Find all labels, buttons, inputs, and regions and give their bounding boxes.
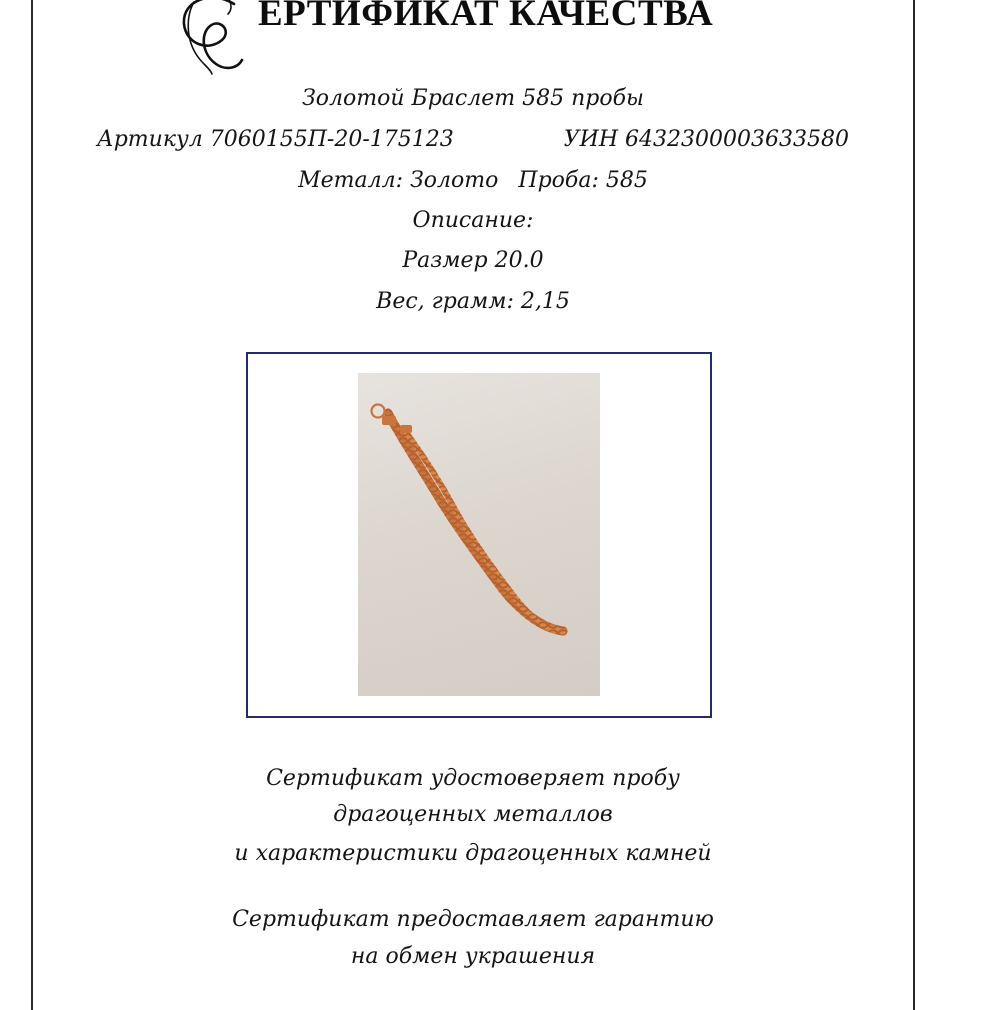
footer-line-2: драгоценных металлов — [333, 802, 613, 827]
product-photo-frame — [246, 352, 712, 718]
footer-line-4: Сертификат предоставляет гарантию — [232, 907, 714, 932]
certificate-logo-letter — [172, 0, 246, 78]
metal-label: Металл: Золото — [298, 168, 499, 193]
footer-line-5: на обмен украшения — [350, 944, 596, 969]
bracelet-image — [358, 373, 600, 696]
weight-label: Вес, грамм: 2,15 — [376, 289, 570, 314]
footer-line-3: и характеристики драгоценных камней — [234, 841, 712, 866]
size-label: Размер 20.0 — [402, 248, 544, 273]
footer-line-1: Сертификат удостоверяет пробу — [266, 766, 680, 791]
uin-number: УИН 6432300003633580 — [563, 127, 849, 152]
product-name: Золотой Браслет 585 пробы — [302, 86, 644, 111]
certificate-title: ЕРТИФИКАТ КАЧЕСТВА — [258, 0, 714, 34]
product-photo — [358, 373, 600, 696]
metal-proba-row — [0, 166, 946, 196]
article-uin-row — [0, 125, 946, 155]
description-label: Описание: — [412, 208, 534, 233]
article-number: Артикул 7060155П-20-175123 — [97, 127, 454, 152]
proba-label: Проба: 585 — [518, 168, 648, 193]
